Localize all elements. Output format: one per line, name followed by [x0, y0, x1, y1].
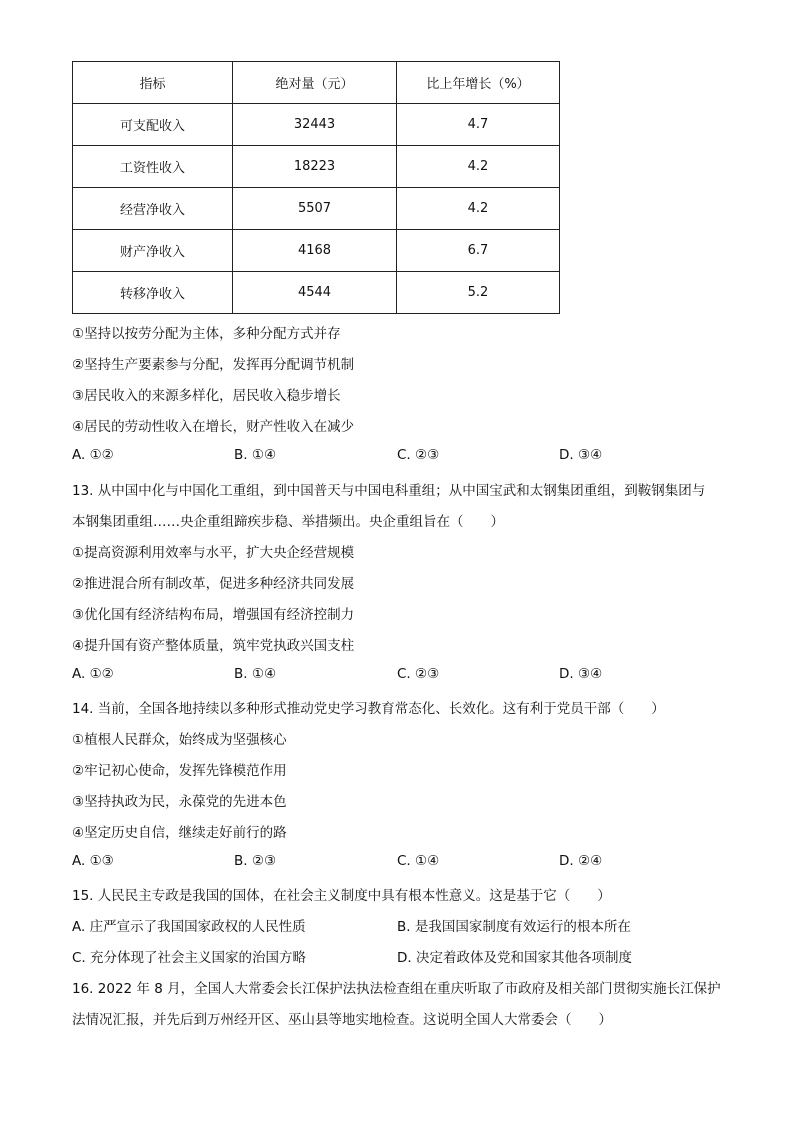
- table-cell: 4168: [233, 230, 397, 272]
- option-c: C. 充分体现了社会主义国家的治国方略: [72, 950, 307, 966]
- q14-options: [72, 853, 732, 873]
- table-cell: 6.7: [397, 230, 560, 272]
- option-b: B. ①④: [234, 666, 277, 682]
- option-d: D. ②④: [559, 853, 603, 869]
- table-cell: 4.2: [397, 188, 560, 230]
- table-cell: 经营净收入: [73, 188, 233, 230]
- table-header-cell: 绝对量（元）: [233, 62, 397, 104]
- q13-options: [72, 666, 732, 686]
- q13-statement-2: ②推进混合所有制改革，促进多种经济共同发展: [72, 576, 355, 592]
- q13-stem-line1: 13. 从中国中化与中国化工重组，到中国普天与中国电科重组；从中国宝武和太钢集团重组，到鞍钢集团与: [72, 483, 706, 499]
- q13-statement-4: ④提升国有资产整体质量，筑牢党执政兴国支柱: [72, 638, 355, 654]
- option-d: D. 决定着政体及党和国家其他各项制度: [397, 950, 632, 966]
- table-header-cell: 指标: [73, 62, 233, 104]
- q12-statement-3: ③居民收入的来源多样化，居民收入稳步增长: [72, 388, 341, 404]
- q14-statement-4: ④坚定历史自信，继续走好前行的路: [72, 825, 287, 841]
- q14-statement-1: ①植根人民群众，始终成为坚强核心: [72, 732, 287, 748]
- table-cell: 5507: [233, 188, 397, 230]
- q12-statement-4: ④居民的劳动性收入在增长，财产性收入在减少: [72, 419, 355, 435]
- table-cell: 工资性收入: [73, 146, 233, 188]
- table-cell: 4544: [233, 272, 397, 314]
- option-b: B. 是我国国家制度有效运行的根本所在: [397, 919, 631, 935]
- table-cell: 5.2: [397, 272, 560, 314]
- q14-statement-2: ②牢记初心使命，发挥先锋模范作用: [72, 763, 287, 779]
- table-row: [73, 104, 560, 146]
- table-cell: 32443: [233, 104, 397, 146]
- option-d: D. ③④: [559, 447, 603, 463]
- q12-options: [72, 447, 732, 467]
- q15-stem: 15. 人民民主专政是我国的国体，在社会主义制度中具有根本性意义。这是基于它（ ）: [72, 888, 611, 904]
- q14-stem: 14. 当前，全国各地持续以多种形式推动党史学习教育常态化、长效化。这有利于党员干部（ ）: [72, 701, 665, 717]
- option-a: A. ①②: [72, 447, 114, 463]
- table-cell: 转移净收入: [73, 272, 233, 314]
- income-table: [72, 61, 560, 314]
- option-c: C. ②③: [397, 447, 440, 463]
- q13-stem-line2: 本钢集团重组……央企重组蹄疾步稳、举措频出。央企重组旨在（ ）: [72, 514, 504, 530]
- option-a: A. 庄严宣示了我国国家政权的人民性质: [72, 919, 306, 935]
- q12-statement-2: ②坚持生产要素参与分配，发挥再分配调节机制: [72, 357, 355, 373]
- table-header-cell: 比上年增长（%）: [397, 62, 560, 104]
- option-a: A. ①③: [72, 853, 114, 869]
- q13-statement-1: ①提高资源利用效率与水平，扩大央企经营规模: [72, 545, 355, 561]
- option-b: B. ②③: [234, 853, 277, 869]
- option-a: A. ①②: [72, 666, 114, 682]
- q16-stem-line1: 16. 2022 年 8 月，全国人大常委会长江保护法执法检查组在重庆听取了市政府及相关部门贯彻实施长江保护: [72, 981, 721, 997]
- table-cell: 4.2: [397, 146, 560, 188]
- q13-statement-3: ③优化国有经济结构布局，增强国有经济控制力: [72, 607, 355, 623]
- option-d: D. ③④: [559, 666, 603, 682]
- table-header-row: [73, 62, 560, 104]
- table-row: [73, 230, 560, 272]
- table-cell: 4.7: [397, 104, 560, 146]
- table-cell: 可支配收入: [73, 104, 233, 146]
- q15-options-row2: [72, 946, 732, 966]
- q14-statement-3: ③坚持执政为民，永葆党的先进本色: [72, 794, 287, 810]
- table-row: [73, 272, 560, 314]
- table-row: [73, 146, 560, 188]
- table-cell: 18223: [233, 146, 397, 188]
- option-c: C. ②③: [397, 666, 440, 682]
- table-cell: 财产净收入: [73, 230, 233, 272]
- q15-options-row1: [72, 915, 732, 935]
- table-row: [73, 188, 560, 230]
- q12-statement-1: ①坚持以按劳分配为主体，多种分配方式并存: [72, 326, 341, 342]
- q16-stem-line2: 法情况汇报，并先后到万州经开区、巫山县等地实地检查。这说明全国人大常委会（ ）: [72, 1012, 612, 1028]
- option-c: C. ①④: [397, 853, 440, 869]
- option-b: B. ①④: [234, 447, 277, 463]
